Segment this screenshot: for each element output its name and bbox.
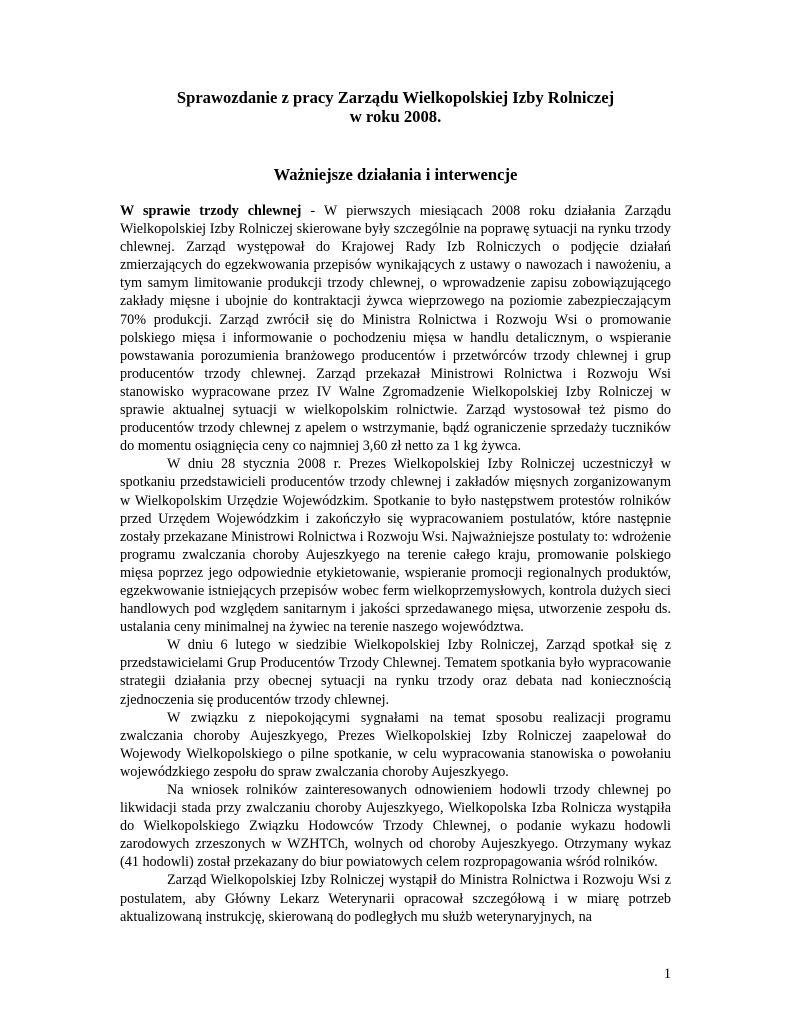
report-title-line-2: w roku 2008.	[349, 107, 442, 126]
paragraph-february-meeting: W dniu 6 lutego w siedzibie Wielkopolskiej Izby Rolniczej, Zarząd spotkał się z przedstawicielami Grup Producentów Trzody Chlewnej. Tematem spotkania było wypracowanie strategii działania przy obecnej sytuacji na rynku trzody oraz debata nad koniecznością zjednoczenia się producentów trzody chlewnej.	[120, 637, 671, 708]
paragraph-text: - W pierwszych miesiącach 2008 roku działania Zarządu Wielkopolskiej Izby Rolniczej skierowane były szczególnie na poprawę sytuacji na rynku trzody chlewnej. Zarząd występował do Krajowej Rady Izb Rolniczych o podjęcie działań zmierzających do egzekwowania przepisów wynikających z ustawy o nawozach i nawożeniu, a tym samym limitowanie produkcji trzody chlewnej, o wprowadzenie zapisu zobowiązującego zakłady mięsne i ubojnie do kontraktacji żywca wieprzowego na poziomie zabezpieczającym 70% produkcji. Zarząd zwrócił się do Ministra Rolnictwa i Rozwoju Wsi o promowanie polskiego mięsa i informowanie o pochodzeniu mięsa w handlu detalicznym, o wspieranie powstawania porozumienia branżowego producentów i przetwórców trzody chlewnej i grup producentów trzody chlewnej. Zarząd przekazał Ministrowi Rolnictwa i Rozwoju Wsi stanowisko wypracowane przez IV Walne Zgromadzenie Wielkopolskiej Izby Rolniczej w sprawie aktualnej sytuacji w wielkopolskim rolnictwie. Zarząd wystosował też pismo do producentów trzody chlewnej z apelem o wstrzymanie, bądź ograniczenie sprzedaży tuczników do momentu osiągnięcia ceny co najmniej 3,60 zł netto za 1 kg żywca.	[120, 203, 671, 455]
report-title-line-1: Sprawozdanie z pracy Zarządu Wielkopolskiej Izby Rolniczej	[176, 88, 615, 107]
paragraph-veterinary-instruction: Zarząd Wielkopolskiej Izby Rolniczej wystąpił do Ministra Rolnictwa i Rozwoju Wsi z postulatem, aby Główny Lekarz Weterynarii opracował szczegółową i w miarę potrzeb aktualizowaną instrukcję, skierowaną do podległych mu służb weterynaryjnych, na	[120, 872, 671, 925]
paragraph-breeding-list: Na wniosek rolników zainteresowanych odnowieniem hodowli trzody chlewnej po likwidacji stada przy zwalczaniu choroby Aujeszkyego, Wielkopolska Izba Rolnicza wystąpiła do Wielkopolskiego Związku Hodowców Trzody Chlewnej, o podanie wykazu hodowli zarodowych zrzeszonych w WZHTCh, wolnych od choroby Aujeszkyego. Otrzymany wykaz (41 hodowli) został przekazany do biur powiatowych celem rozpropagowania wśród rolników.	[120, 782, 671, 871]
paragraph-lead: W sprawie trzody chlewnej	[120, 203, 302, 219]
page-number: 1	[663, 966, 671, 982]
paragraph-voivode-appeal: W związku z niepokojącymi sygnałami na temat sposobu realizacji programu zwalczania choroby Aujeszkyego, Prezes Wielkopolskiej Izby Rolniczej zaapelował do Wojewody Wielkopolskiego o pilne spotkanie, w celu wypracowania stanowiska o powołaniu wojewódzkiego zespołu do spraw zwalczania choroby Aujeszkyego.	[120, 709, 671, 780]
paragraph-pig-farming	[120, 202, 671, 455]
report-body	[120, 202, 671, 926]
section-heading: Ważniejsze działania i interwencje	[273, 165, 518, 184]
paragraph-january-meeting: W dniu 28 stycznia 2008 r. Prezes Wielkopolskiej Izby Rolniczej uczestniczył w spotkaniu przedstawicieli producentów trzody chlewnej i zakładów mięsnych zorganizowanym w Wielkopolskim Urzędzie Wojewódzkim. Spotkanie to było następstwem protestów rolników przed Urzędem Wojewódzkim i zakończyło się wypracowaniem postulatów, które następnie zostały przekazane Ministrowi Rolnictwa i Rozwoju Wsi. Najważniejsze postulaty to: wdrożenie programu zwalczania choroby Aujeszkyego na terenie całego kraju, promowanie polskiego mięsa poprzez jego odpowiednie etykietowanie, wspieranie promocji regionalnych produktów, egzekwowanie istniejących przepisów wobec ferm wielkoprzemysłowych, kontrola dużych sieci handlowych pod względem sanitarnym i jakości sprzedawanego mięsa, utworzenie zespołu ds. ustalania ceny minimalnej na żywiec na terenie naszego województwa.	[120, 456, 671, 636]
